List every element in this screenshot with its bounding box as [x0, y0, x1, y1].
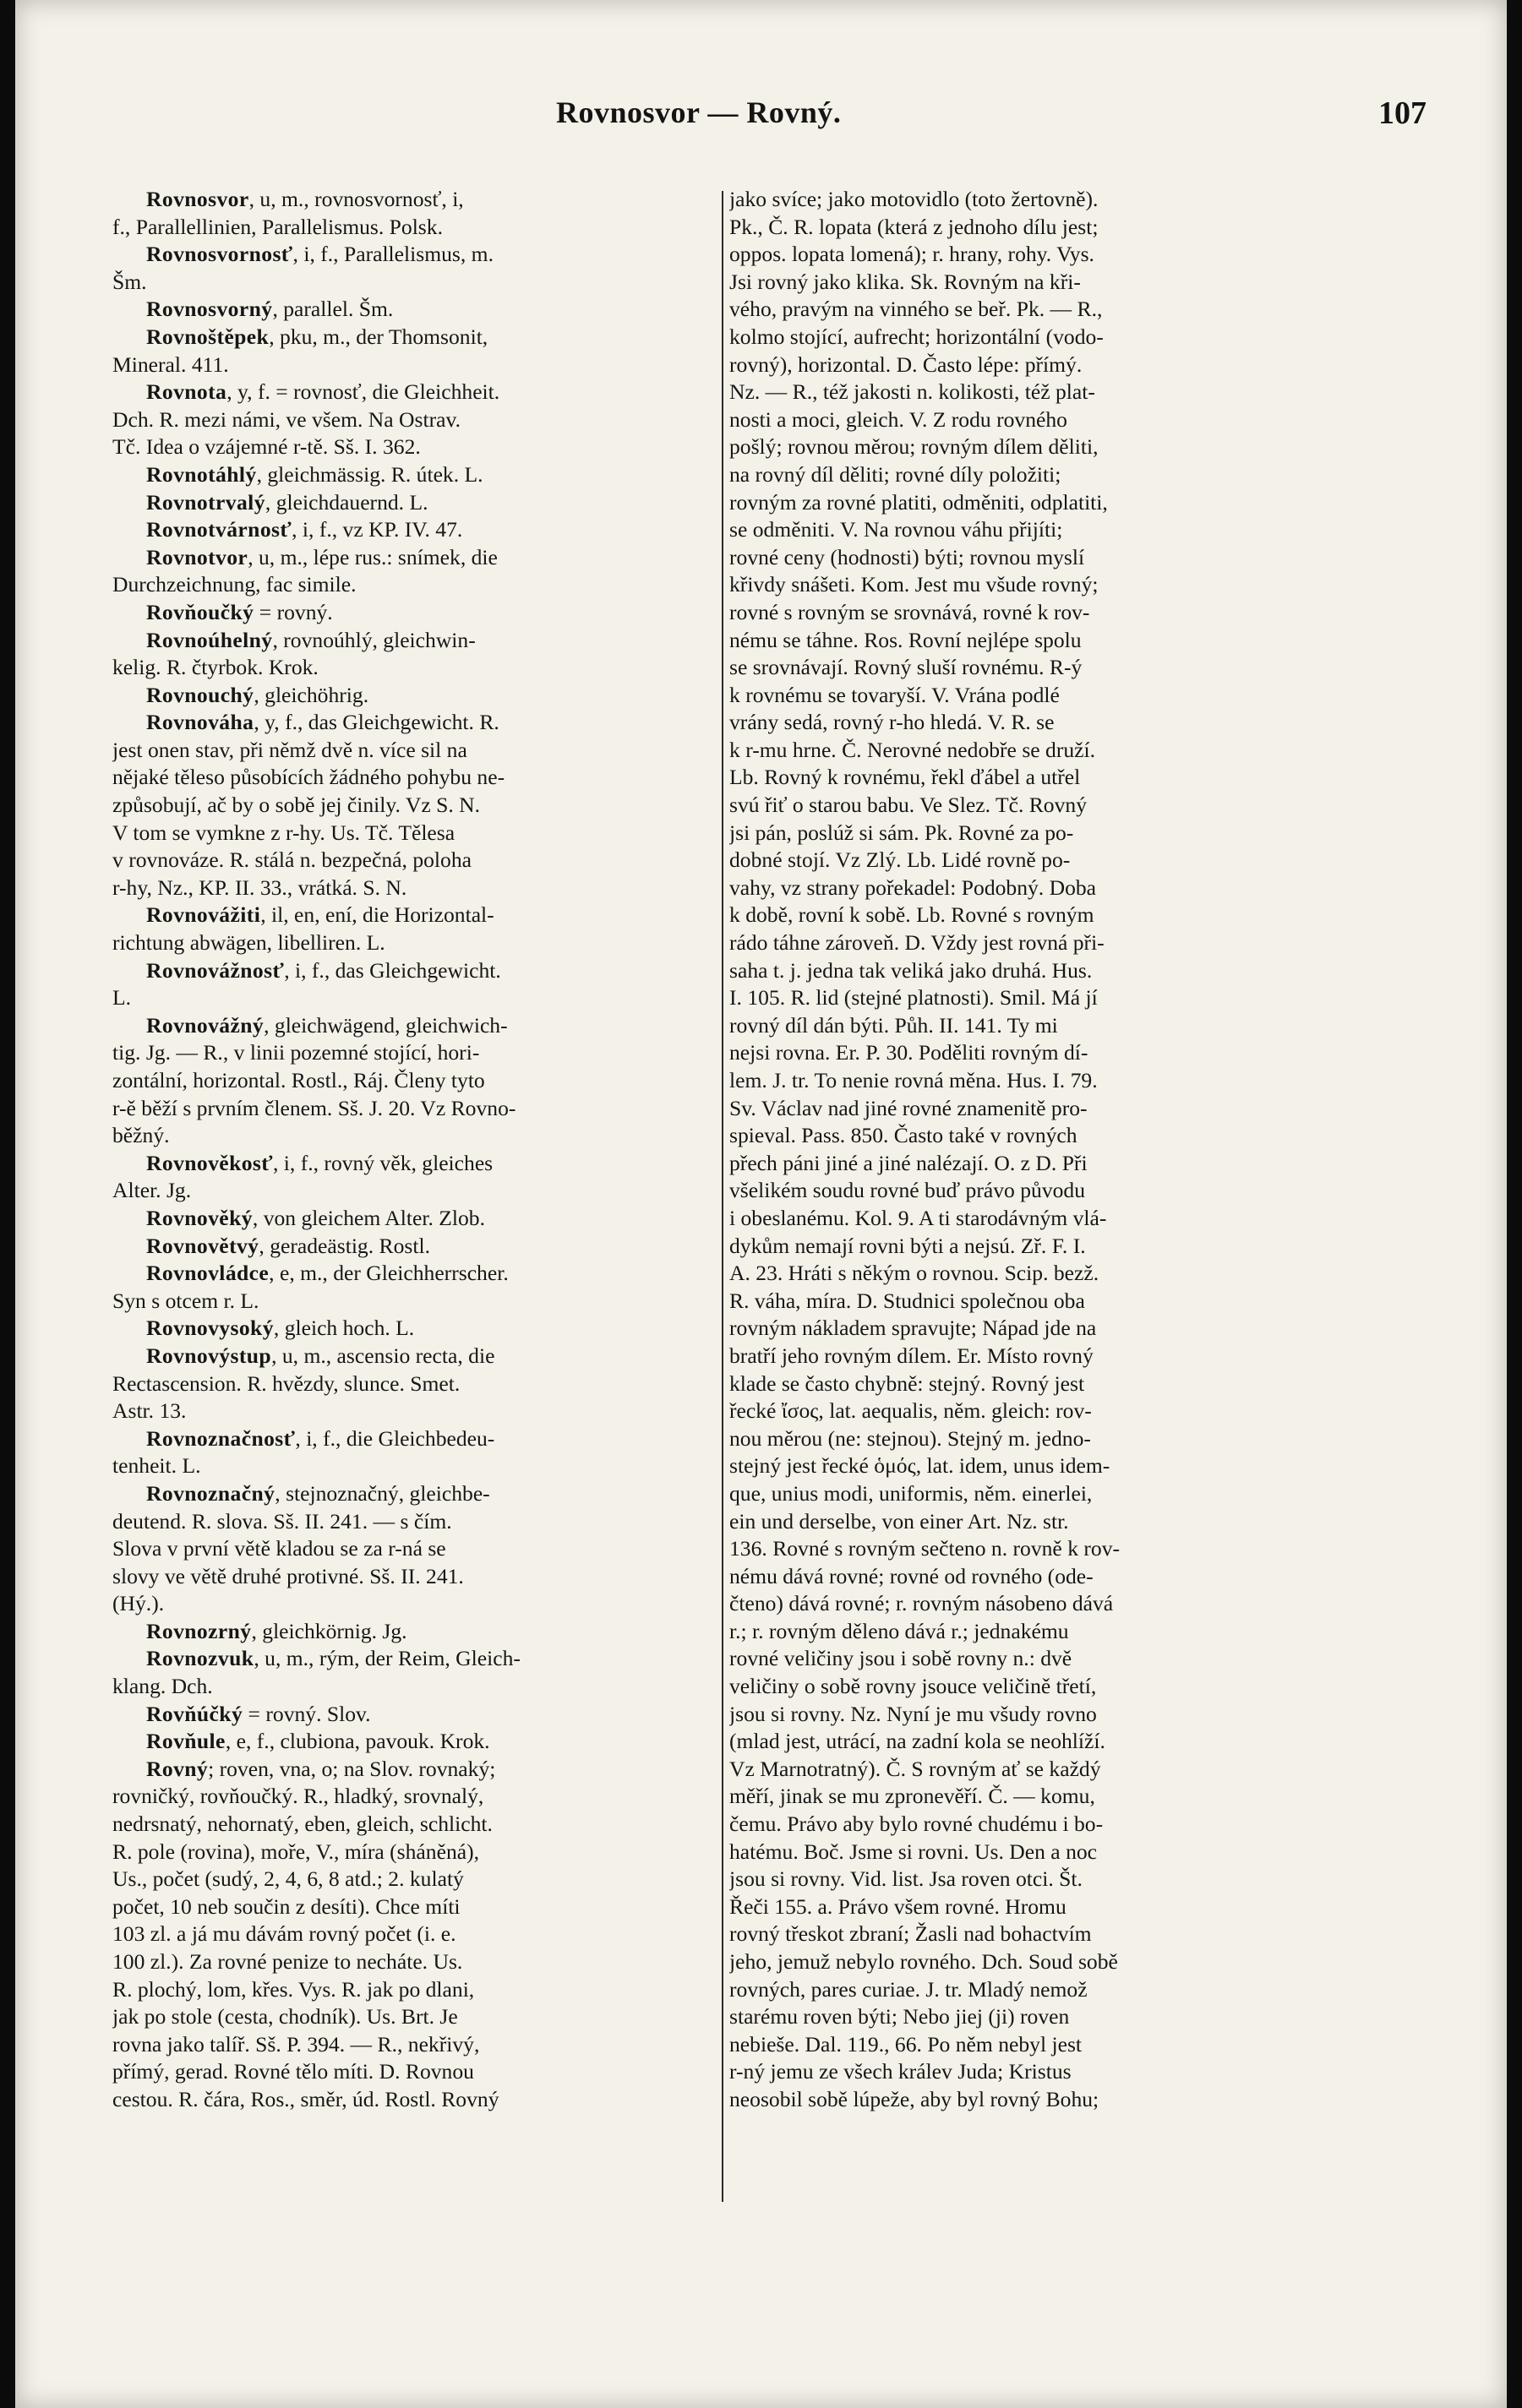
left-column-line: Rovnota, y, f. = rovnosť, die Gleichheit.: [146, 379, 500, 405]
right-column-line: se odměniti. V. Na rovnou váhu přijíti;: [729, 517, 1063, 542]
right-column-line: R. váha, míra. D. Studnici společnou oba: [729, 1288, 1085, 1313]
right-column-line: rovný), horizontal. D. Často lépe: přímý.: [729, 351, 1083, 377]
left-column-line: cestou. R. čára, Ros., směr, úd. Rostl. Rovný: [112, 2086, 499, 2111]
left-column-line: tenheit. L.: [112, 1453, 201, 1479]
right-column-line: jsou si rovny. Vid. list. Jsa roven otci. Št.: [729, 1866, 1083, 1892]
left-column-line: Rovnovážiti, il, en, ení, die Horizontal-: [146, 902, 494, 928]
running-head: Rovnosvor — Rovný.: [556, 95, 842, 129]
left-column-line: Rovnotáhlý, gleichmässig. R. útek. L.: [146, 461, 483, 487]
right-column-line: křivdy snášeti. Kom. Jest mu všude rovný;: [729, 572, 1099, 597]
right-column-line: nosti a moci, gleich. V. Z rodu rovného: [729, 406, 1067, 432]
left-column-line: běžný.: [112, 1123, 170, 1148]
right-column-line: jako svíce; jako motovidlo (toto žertovně).: [729, 187, 1099, 211]
right-column-line: nebieše. Dal. 119., 66. Po něm nebyl jest: [729, 2031, 1083, 2057]
right-column-line: vrány sedá, rovný r-ho hledá. V. R. se: [729, 710, 1055, 735]
left-column-line: jak po stole (cesta, chodník). Us. Brt. Je: [112, 2004, 458, 2029]
left-column-line: R. plochý, lom, křes. Vys. R. jak po dlani,: [112, 1976, 475, 2002]
right-column-line: svú řiť o starou babu. Ve Slez. Tč. Rovný: [729, 793, 1087, 818]
page-number: 107: [1378, 95, 1427, 131]
left-column-line: Astr. 13.: [112, 1398, 187, 1424]
left-column-line: Rovnosvorný, parallel. Šm.: [146, 297, 394, 322]
right-column-line: r.; r. rovným děleno dává r.; jednakému: [729, 1618, 1069, 1643]
right-column-line: se srovnávají. Rovný sluší rovnému. R-ý: [729, 655, 1083, 680]
right-column-line: k r-mu hrne. Č. Nerovné nedobře se druží.: [729, 737, 1096, 762]
right-column-line: Jsi rovný jako klika. Sk. Rovným na kři-: [729, 269, 1081, 294]
right-column-line: (mlad jest, utrácí, na zadní kola se neohlíží.: [729, 1729, 1105, 1754]
right-column-line: rovných, pares curiae. J. tr. Mladý nemož: [729, 1976, 1088, 2002]
left-column-line: nedrsnatý, nehornatý, eben, gleich, schlicht.: [112, 1811, 493, 1837]
left-column-line: L.: [112, 985, 132, 1011]
right-column-line: A. 23. Hráti s někým o rovnou. Scip. bezž.: [729, 1261, 1099, 1286]
left-column-line: Rectascension. R. hvězdy, slunce. Smet.: [112, 1370, 461, 1396]
right-column-line: nému se táhne. Ros. Rovní nejlépe spolu: [729, 627, 1082, 652]
right-column-line: hatému. Boč. Jsme si rovni. Us. Den a noc: [729, 1839, 1098, 1864]
left-column-line: Rovnovysoký, gleich hoch. L.: [146, 1316, 415, 1341]
right-column-line: rovné veličiny jsou i sobě rovny n.: dvě: [729, 1646, 1072, 1671]
left-column-line: Tč. Idea o vzájemné r-tě. Sš. I. 362.: [112, 434, 421, 460]
left-column-line: klang. Dch.: [112, 1674, 213, 1699]
right-column-line: měří, jinak se mu zpronevěří. Č. — komu,: [729, 1784, 1095, 1809]
right-column-line: rovným za rovné platiti, odměniti, odplatiti,: [729, 489, 1108, 515]
left-column-line: r-ě běží s prvním členem. Sš. J. 20. Vz Rovno-: [112, 1095, 516, 1120]
left-column-line: tig. Jg. — R., v linii pozemné stojící, hori-: [112, 1040, 480, 1065]
right-column-line: jsou si rovny. Nz. Nyní je mu všudy rovno: [729, 1701, 1097, 1726]
right-column-line: všelikém soudu rovné buď právo původu: [729, 1178, 1086, 1203]
left-column-line: kelig. R. čtyrbok. Krok.: [112, 655, 319, 680]
left-column-line: nějaké těleso působících žádného pohybu ne-: [112, 765, 505, 790]
right-column-line: I. 105. R. lid (stejné platnosti). Smil. Má jí: [729, 985, 1098, 1011]
left-column-line: jest onen stav, při němž dvě n. více sil na: [112, 737, 467, 762]
right-column-line: rovný díl dán býti. Půh. II. 141. Ty mi: [729, 1012, 1058, 1038]
left-column-line: Us., počet (sudý, 2, 4, 6, 8 atd.; 2. kulatý: [112, 1866, 464, 1892]
right-column-line: čemu. Právo aby bylo rovné chudému i bo-: [729, 1811, 1104, 1837]
left-column-line: Rovnovládce, e, m., der Gleichherrscher.: [146, 1261, 509, 1286]
left-column-line: Rovný; roven, vna, o; na Slov. rovnaký;: [146, 1756, 496, 1781]
right-column-line: veličiny o sobě rovny jsouce veličině třetí,: [729, 1674, 1097, 1699]
left-column-line: Rovnoznačnosť, i, f., die Gleichbedeu-: [146, 1425, 495, 1451]
left-column-line: (Hý.).: [112, 1591, 165, 1616]
left-column-line: Durchzeichnung, fac simile.: [112, 572, 357, 597]
right-column-line: nému dává rovné; rovné od rovného (ode-: [729, 1563, 1094, 1588]
left-column-line: R. pole (rovina), moře, V., míra (sháněná),: [112, 1839, 480, 1864]
left-column-line: Rovnozvuk, u, m., rým, der Reim, Gleich-: [146, 1646, 521, 1671]
right-column-line: jsi pán, poslúž si sám. Pk. Rovné za po-: [729, 820, 1074, 845]
right-column-line: nejsi rovna. Er. P. 30. Poděliti rovným dí-: [729, 1040, 1088, 1065]
left-column-line: Rovnovážný, gleichwägend, gleichwich-: [146, 1012, 508, 1038]
right-column-line: Sv. Václav nad jiné rovné znamenitě pro-: [729, 1095, 1088, 1120]
left-column-line: Rovnovětvý, geradeästig. Rostl.: [146, 1233, 430, 1258]
right-column-line: vého, pravým na vinného se beř. Pk. — R.,: [729, 297, 1103, 322]
left-column-line: Slova v první větě kladou se za r-ná se: [112, 1536, 446, 1561]
right-column-line: nou měrou (ne: stejnou). Stejný m. jedno-: [729, 1425, 1091, 1451]
right-column-line: jeho, jemuž nebylo rovného. Dch. Soud sobě: [729, 1949, 1118, 1974]
right-column-line: 136. Rovné s rovným sečteno n. rovně k rov-: [729, 1536, 1121, 1561]
right-column: [729, 186, 1346, 2114]
right-column-line: Lb. Rovný k rovnému, řekl ďábel a utřel: [729, 765, 1081, 790]
right-column-line: k době, rovní k sobě. Lb. Rovné s rovným: [729, 902, 1094, 928]
page-header: [15, 91, 1507, 142]
left-column-line: Rovnoúhelný, rovnoúhlý, gleichwin-: [146, 627, 476, 652]
left-column-line: Rovnověký, von gleichem Alter. Zlob.: [146, 1205, 485, 1230]
right-column-line: bratří jeho rovným dílem. Er. Místo rovný: [729, 1343, 1094, 1368]
right-column-line: stejný jest řecké ὁμός, lat. idem, unus idem-: [729, 1453, 1110, 1479]
right-column-line: saha t. j. jedna tak veliká jako druhá. Hus.: [729, 957, 1093, 983]
left-column-line: r-hy, Nz., KP. II. 33., vrátká. S. N.: [112, 874, 407, 900]
left-column-line: zontální, horizontal. Rostl., Ráj. Členy tyto: [112, 1068, 485, 1092]
left-column-line: V tom se vymkne z r-hy. Us. Tč. Tělesa: [112, 820, 456, 845]
left-column-line: Rovnouchý, gleichöhrig.: [146, 682, 369, 707]
right-column-line: klade se často chybně: stejný. Rovný jest: [729, 1370, 1085, 1396]
left-column-line: Mineral. 411.: [112, 351, 229, 377]
left-column-line: Rovňúčký = rovný. Slov.: [146, 1701, 371, 1726]
left-column-line: přímý, gerad. Rovné tělo míti. D. Rovnou: [112, 2059, 474, 2084]
right-column-line: oppos. lopata lomená); r. hrany, rohy. Vys.: [729, 242, 1094, 267]
right-column-line: lem. J. tr. To nenie rovná měna. Hus. I. 79.: [729, 1068, 1098, 1092]
left-column-line: Rovnosvor, u, m., rovnosvornosť, i,: [146, 187, 464, 211]
left-column-line: Rovnozrný, gleichkörnig. Jg.: [146, 1618, 407, 1643]
right-column-line: neosobil sobě lúpeže, aby byl rovný Bohu;: [729, 2086, 1099, 2111]
right-column-line: Nz. — R., též jakosti n. kolikosti, též plat-: [729, 379, 1095, 405]
right-column-line: Řeči 155. a. Právo všem rovné. Hromu: [729, 1893, 1066, 1919]
left-column-line: richtung abwägen, libelliren. L.: [112, 930, 385, 956]
left-column-line: Rovnověkosť, i, f., rovný věk, gleiches: [146, 1150, 494, 1175]
left-column-line: Rovnovýstup, u, m., ascensio recta, die: [146, 1343, 495, 1368]
right-column-line: dykům nemají rovni býti a nejsú. Zř. F. I.: [729, 1233, 1086, 1258]
column-divider: [722, 191, 723, 2202]
right-column-line: rovné s rovným se srovnává, rovné k rov-: [729, 599, 1090, 624]
right-column-line: i obeslanému. Kol. 9. A ti starodávným vlá-: [729, 1205, 1107, 1230]
left-column-line: Rovnovážnosť, i, f., das Gleichgewicht.: [146, 957, 501, 983]
right-column-line: rovné ceny (hodnosti) býti; rovnou myslí: [729, 544, 1085, 569]
right-column-line: Pk., Č. R. lopata (která z jednoho dílu jest;: [729, 214, 1099, 239]
left-column-line: deutend. R. slova. Sš. II. 241. — s čím.: [112, 1508, 452, 1534]
left-column-line: způsobují, ač by o sobě jej činily. Vz S. N.: [112, 793, 481, 818]
left-column-line: Alter. Jg.: [112, 1178, 192, 1203]
left-column: [112, 186, 717, 2114]
right-column-line: pošlý; rovnou měrou; rovným dílem děliti,: [729, 434, 1099, 460]
left-column-line: Rovnosvornosť, i, f., Parallelismus, m.: [146, 242, 494, 267]
right-column-line: dobné stojí. Vz Zlý. Lb. Lidé rovně po-: [729, 847, 1071, 873]
left-column-line: Rovnotrvalý, gleichdauernd. L.: [146, 489, 428, 515]
right-column-line: kolmo stojící, aufrecht; horizontální (vodo-: [729, 324, 1104, 349]
dictionary-page: [15, 0, 1507, 2408]
right-column-line: spieval. Pass. 850. Často také v rovných: [729, 1123, 1077, 1148]
right-column-line: rádo táhne zároveň. D. Vždy jest rovná při-: [729, 930, 1105, 956]
right-column-line: ein und derselbe, von einer Art. Nz. str.: [729, 1508, 1069, 1534]
right-column-line: přech páni jiné a jiné nalézají. O. z D. Při: [729, 1150, 1088, 1175]
left-column-line: f., Parallellinien, Parallelismus. Polsk.: [112, 214, 443, 239]
left-column-line: Rovnotvárnosť, i, f., vz KP. IV. 47.: [146, 517, 463, 542]
left-column-line: Dch. R. mezi námi, ve všem. Na Ostrav.: [112, 406, 461, 432]
left-column-line: slovy ve větě druhé protivné. Sš. II. 241.: [112, 1563, 464, 1588]
right-column-line: starému roven býti; Nebo jiej (ji) roven: [729, 2004, 1070, 2029]
right-column-line: que, unius modi, uniformis, něm. einerlei,: [729, 1480, 1093, 1506]
left-column-line: Rovňule, e, f., clubiona, pavouk. Krok.: [146, 1729, 490, 1754]
left-column-line: rovničký, rovňoučký. R., hladký, srovnalý,: [112, 1784, 484, 1809]
right-column-line: čteno) dává rovné; r. rovným násobeno dává: [729, 1591, 1114, 1616]
left-column-line: Rovnoznačný, stejnoznačný, gleichbe-: [146, 1480, 490, 1506]
right-column-line: r-ný jemu ze všech králev Juda; Kristus: [729, 2059, 1072, 2084]
right-column-line: Vz Marnotratný). Č. S rovným ať se každý: [729, 1756, 1101, 1781]
left-column-line: rovna jako talíř. Sš. P. 394. — R., nekřivý,: [112, 2031, 480, 2057]
right-column-line: vahy, vz strany pořekadel: Podobný. Doba: [729, 874, 1097, 900]
left-column-line: 103 zl. a já mu dávám rovný počet (i. e.: [112, 1921, 456, 1947]
right-column-line: řecké ἴσος, lat. aequalis, něm. gleich: rov-: [729, 1398, 1092, 1424]
left-column-line: Rovňoučký = rovný.: [146, 599, 333, 624]
left-column-line: Rovnoštěpek, pku, m., der Thomsonit,: [146, 324, 488, 349]
left-column-line: 100 zl.). Za rovné penize to necháte. Us.: [112, 1949, 463, 1974]
left-column-line: Rovnotvor, u, m., lépe rus.: snímek, die: [146, 544, 498, 569]
left-column-line: v rovnováze. R. stálá n. bezpečná, poloha: [112, 847, 472, 873]
left-column-line: Rovnováha, y, f., das Gleichgewicht. R.: [146, 710, 499, 735]
left-column-line: počet, 10 neb součin z desíti). Chce míti: [112, 1893, 461, 1919]
right-column-line: rovným nákladem spravujte; Nápad jde na: [729, 1316, 1097, 1341]
right-column-line: na rovný díl děliti; rovné díly položiti;: [729, 461, 1061, 487]
left-column-line: Syn s otcem r. L.: [112, 1288, 259, 1313]
right-column-line: rovný třeskot zbraní; Žasli nad bohactvím: [729, 1921, 1092, 1947]
left-column-line: Šm.: [112, 269, 147, 294]
right-column-line: k rovnému se tovaryší. V. Vrána podlé: [729, 682, 1060, 707]
